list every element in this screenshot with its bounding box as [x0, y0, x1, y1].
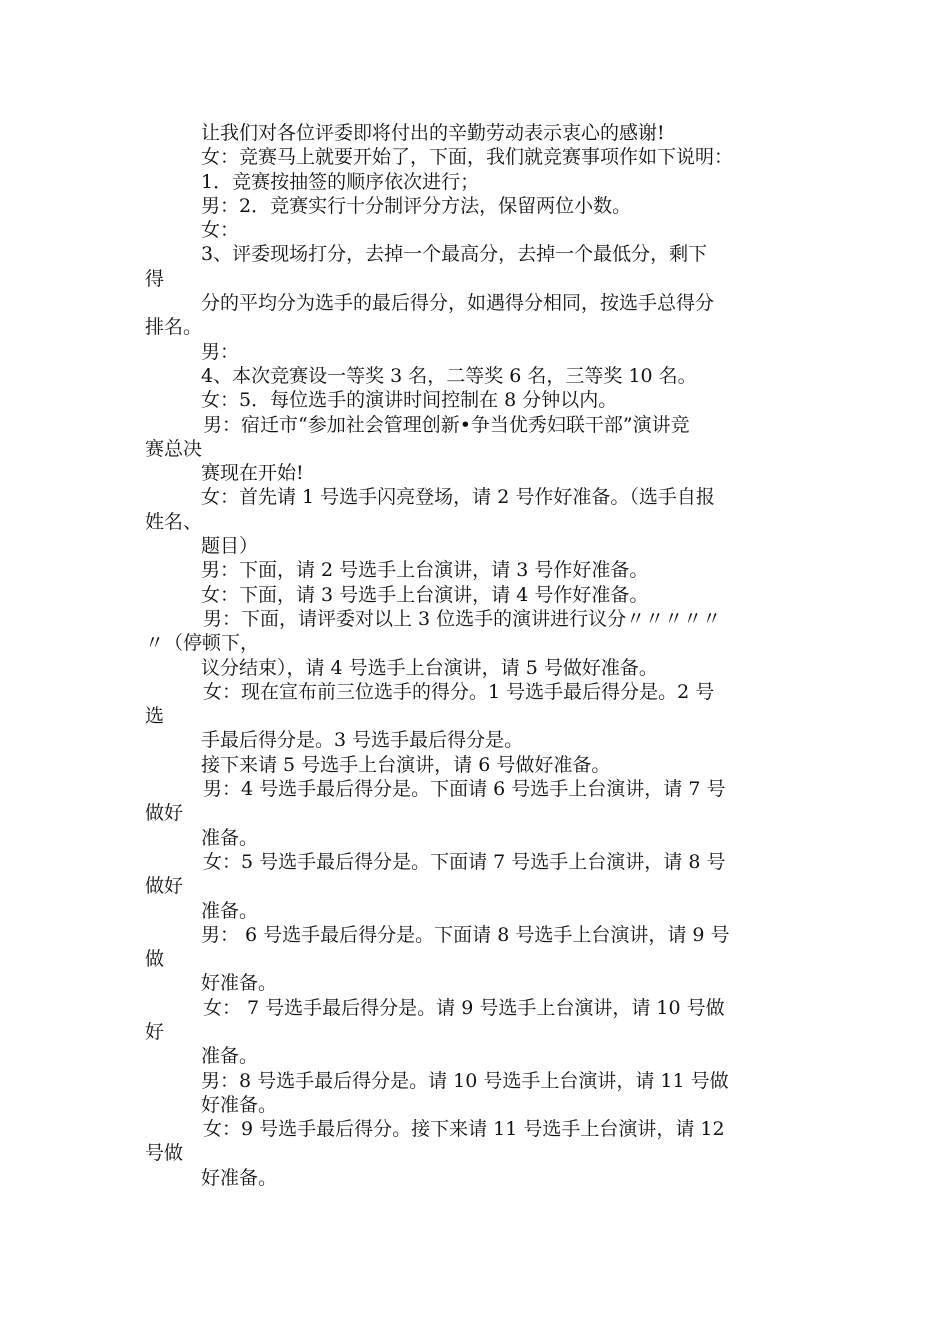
paragraph-line: 女：竞赛马上就要开始了，下面，我们就竞赛事项作如下说明：: [201, 146, 734, 169]
paragraph-line: 好准备。: [201, 972, 278, 995]
paragraph-line: 好准备。: [201, 1166, 278, 1189]
paragraph-line: 手最后得分是。3 号选手最后得分是。: [201, 729, 524, 752]
paragraph-line: 姓名、: [145, 510, 203, 533]
paragraph-line: 题目）: [201, 535, 259, 558]
paragraph-line: 3、评委现场打分，去掉一个最高分，去掉一个最低分，剩下: [201, 243, 708, 266]
paragraph-line: 准备。: [201, 1045, 259, 1068]
paragraph-line: 排名。: [145, 316, 203, 339]
paragraph-line: 男：8 号选手最后得分是。请 10 号选手上台演讲，请 11 号做: [201, 1069, 729, 1092]
paragraph-line: 赛现在开始!: [201, 462, 304, 485]
paragraph-line: 女：9 号选手最后得分。接下来请 11 号选手上台演讲，请 12: [203, 1118, 725, 1141]
paragraph-line: 选: [145, 705, 165, 728]
paragraph-line: 做好: [145, 875, 184, 898]
paragraph-line: 分的平均分为选手的最后得分，如遇得分相同，按选手总得分: [201, 292, 715, 315]
paragraph-line: 接下来请 5 号选手上台演讲，请 6 号做好准备。: [201, 753, 611, 776]
paragraph-line: 女：首先请 1 号选手闪亮登场，请 2 号作好准备。（选手自报: [201, 486, 715, 509]
paragraph-line: 〃（停顿下，: [145, 632, 260, 655]
paragraph-line: 男：4 号选手最后得分是。下面请 6 号选手上台演讲，请 7 号: [203, 778, 726, 801]
paragraph-line: 赛总决: [145, 437, 203, 460]
paragraph-line: 准备。: [201, 899, 259, 922]
paragraph-line: 得: [145, 267, 165, 290]
paragraph-line: 1．竞赛按抽签的顺序依次进行；: [201, 170, 480, 193]
paragraph-line: 男：下面，请评委对以上 3 位选手的演讲进行议分〃〃〃〃〃: [203, 607, 722, 630]
paragraph-line: 男：下面，请 2 号选手上台演讲，请 3 号作好准备。: [201, 559, 649, 582]
document-body: [145, 121, 825, 1190]
paragraph-line: 女：5 号选手最后得分是。下面请 7 号选手上台演讲，请 8 号: [203, 850, 726, 873]
paragraph-line: 女：下面，请 3 号选手上台演讲，请 4 号作好准备。: [201, 583, 649, 606]
paragraph-line: 准备。: [201, 826, 259, 849]
paragraph-line: 女： 7 号选手最后得分是。请 9 号选手上台演讲，请 10 号做: [203, 996, 725, 1019]
paragraph-line: 男：: [201, 340, 240, 363]
paragraph-line: 号做: [145, 1142, 184, 1165]
paragraph-line: 女：现在宣布前三位选手的得分。1 号选手最后得分是。2 号: [203, 680, 715, 703]
paragraph-line: 做好: [145, 802, 184, 825]
paragraph-line: 男：2．竞赛实行十分制评分方法，保留两位小数。: [201, 194, 632, 217]
paragraph-line: 男： 6 号选手最后得分是。下面请 8 号选手上台演讲，请 9 号: [201, 923, 730, 946]
paragraph-line: 好准备。: [201, 1093, 278, 1116]
paragraph-line: 让我们对各位评委即将付出的辛勤劳动表示衷心的感谢!: [201, 122, 665, 144]
paragraph-line: 做: [145, 948, 165, 971]
paragraph-line: 议分结束），请 4 号选手上台演讲，请 5 号做好准备。: [201, 656, 658, 679]
paragraph-line: 4、本次竞赛设一等奖 3 名，二等奖 6 名，三等奖 10 名。: [201, 364, 697, 387]
paragraph-line: 好: [145, 1020, 165, 1043]
paragraph-line: 男：宿迁市“参加社会管理创新•争当优秀妇联干部”演讲竞: [203, 413, 690, 436]
paragraph-line: 女：5．每位选手的演讲时间控制在 8 分钟以内。: [201, 389, 618, 412]
paragraph-line: 女：: [201, 219, 240, 242]
